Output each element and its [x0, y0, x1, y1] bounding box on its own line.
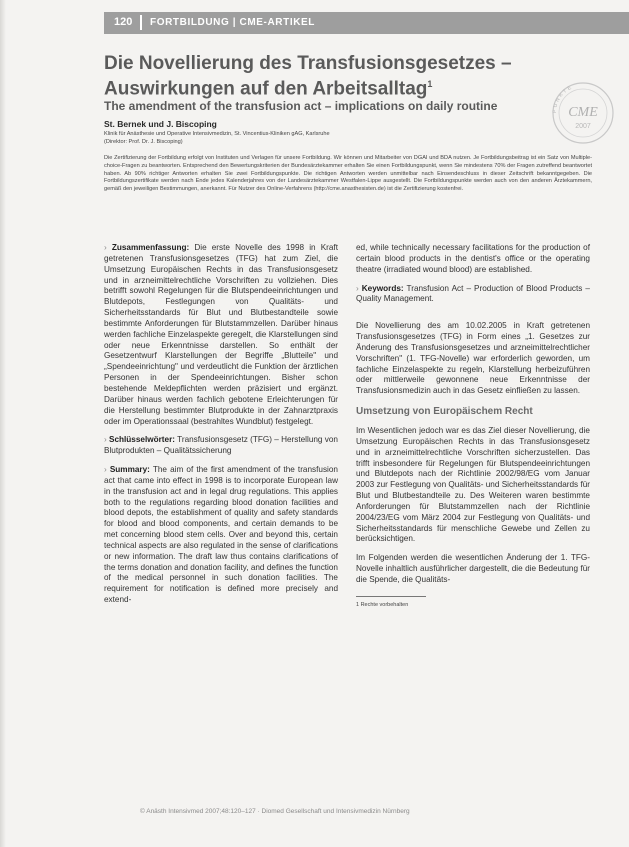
page-number: 120 [114, 16, 133, 28]
authors: St. Bernek und J. Biscoping [104, 119, 217, 129]
arrow-icon: › [356, 283, 362, 293]
affiliation [104, 131, 574, 146]
abstract-english [104, 465, 338, 606]
keywords-english-label: Keywords: [361, 283, 404, 293]
body-paragraph: Im Wesentlichen jedoch war es das Ziel dieser Novellierung, die Umsetzung Europäischen Rechts in das Transfusionsgesetz und in arzneimittelrechtliche Vorschriften sicherzustellen. Das trifft insbesondere für Regelungen für Blutspendeeinrichtungen und Blutdepots nach der Richtlinie 2002/98/EG vom Januar 2003 zur Festlegung von Qualitäts- und Sicherheitsstandards für Blut und Blutbestandteile zu. Des Weiteren waren bestimmte Anforderungen für Blutstammzellen nach der Richtlinie 2004/23/EG vom März 2004 zur Festlegung von Qualitäts- und Sicherheitsstandards für menschliche Gewebe und Zellen zu berücksichtigen. [356, 425, 590, 544]
right-column [356, 243, 590, 833]
cme-intro-text: Die Zertifizierung der Fortbildung erfolgt von Instituten und Verlagen für unsere Fortbildung. Wir können und Mitarbeiter von DGAI und BDA nutzen. Je Fortbildungsbeitrag ist ein Satz von Multiple-choice-Fragen zu beantworten. Entsprechend den Bewertungskriterien der Bundesärztekammer erhalten Sie einen Fortbildungspunkt, wenn Sie mindestens 70% der Fragen zutreffend beantwortet haben. Ab 90% richtiger Antworten erhalten Sie zwei Fortbildungspunkte. Die richtigen Antworten werden unmittelbar nach Einsendeschluss in dieser Zeitschrift bekanntgegeben. Die Fortbildungszertifikate werden nach Ende jedes Kalenderjahres von der Landesärztekammer Westfalen-Lippe ausgestellt. Die Fortbildungspunkte werden auch von den anderen Ärztekammern, gemäß den jeweiligen Bestimmungen, anerkannt. Für Nutzer des Online-Verfahrens (http://cme.anasthesisten.de) ist die Zertifizierung kostenfrei. [104, 155, 592, 193]
abstract-english-text: The aim of the first amendment of the transfusion act that came into effect in 1998 is to incorporate European law in the transfusion act and in legal drug regulations. This applies both to the regulations regarding blood donation facilities and blood depots, the establishment of quality and safety standards for blood and blood components, and certain demands to be met concerning blood stem cells. Over and beyond this, certain technical aspects are also regulated in the sense of clarifications or new information. The draft law thus contains clarifications of the terms donation and donation facility, and defines the function of the medical personnel in such donation facilities. The requirement for notification is defined more precisely and extend- [104, 465, 338, 605]
arrow-icon: › [104, 465, 110, 475]
keywords-german-label: Schlüsselwörter: [109, 435, 175, 445]
abstract-english-continued: ed, while technically necessary facilitations for the production of certain blood products in the dentist's office or the operating theatre (irradiated wound blood) are established. [356, 243, 590, 274]
keywords-english [356, 284, 590, 306]
article-title-text: Die Novellierung des Transfusionsgesetzes – Auswirkungen auf den Arbeitsalltag [104, 53, 512, 100]
keywords-german [104, 435, 338, 457]
body-paragraph: Im Folgenden werden die wesentlichen Änderung der 1. TFG-Novelle inhaltlich ausführlicher dargestellt, die die Bedeutung für die Spende, die Qualitäts- [356, 553, 590, 584]
keywords-german-text: Transfusionsgesetz (TFG) – Herstellung von Blutprodukten – Qualitätssicherung [104, 435, 338, 456]
abstract-english-label: Summary: [109, 465, 150, 475]
running-header [104, 12, 629, 34]
footnote-divider [356, 596, 426, 597]
left-column [104, 243, 338, 833]
article-subtitle: The amendment of the transfusion act – implications on daily routine [104, 99, 498, 113]
badge-year: 2007 [575, 123, 591, 130]
keywords-english-text: Transfusion Act – Production of Blood Products – Quality Management. [356, 283, 590, 304]
arrow-icon: › [104, 243, 112, 252]
arrow-icon: › [104, 435, 110, 445]
badge-text: CME [568, 105, 598, 120]
page-footer: © Anästh Intensivmed 2007;48:120–127 · Diomed Gesellschaft und Intensivmedizin Nürnberg [140, 808, 410, 815]
page-edge [0, 0, 6, 847]
abstract-german [104, 243, 338, 427]
badge-ring-text: PUNKTE [551, 84, 575, 114]
footnote: 1 Rechte vorbehalten [356, 601, 409, 608]
article-title [104, 54, 559, 99]
abstract-german-text: Die erste Novelle des 1998 in Kraft getretenen Transfusionsgesetzes (TFG) hat zum Ziel, die Umsetzung Europäischen Rechts in das Transfusionsgesetz und in arzneimittelrechtliche Vorschriften zu vollziehen. Dies betrifft sowohl Regelungen für die Blutspendeeinrichtungen und Blutdepots, Festlegungen von Qualitäts- und Sicherheitsstandards für Blut und Blutbestandteile sowie bestimmte Anforderungen für Blutstammzellen. Darüber hinaus werden fachliche Einzelaspekte geregelt, die Klarstellungen sind oder neue Erkenntnisse darstellen. So enthält der Gesetzentwurf Klarstellungen der Begriffe „Blutteile" und „Spendeeinrichtung" und verdeutlicht die Funktion der ärztlichen Personen in der Spendeeinrichtungen. Bisher schon bestehende Meldepflichten werden präzisiert und ergänzt. Darüber hinaus werden fachlich gebotene Erleichterungen für die Herstellung bestimmter Blutprodukte in der Zahnarztpraxis oder im Operationssaal (bestrahltes Wundblut) festgelegt. [104, 243, 338, 426]
body-paragraph: Die Novellierung des am 10.02.2005 in Kraft getretenen Transfusionsgesetzes (TFG) in Form eines „1. Gesetzes zur Änderung des Transfusionsgesetzes und arzneimittelrechtlicher Vorschriften" (1. TFG-Novelle) war erforderlich geworden, um fachliche Einzelaspekte zu regeln, Klarstellung herbeizuführen oder mittlerweile gewonnene neue Erkenntnisse der Transfusionsmedizin auch in das Gesetz einfließen zu lassen. [356, 321, 590, 396]
affiliation-line: (Direktor: Prof. Dr. J. Biscoping) [104, 138, 183, 145]
affiliation-line: Klinik für Anästhesie und Operative Intensivmedizin, St. Vincentius-Kliniken gAG, Karlsruhe [104, 131, 330, 137]
header-separator [140, 15, 142, 30]
section-heading: Umsetzung von Europäischem Recht [356, 406, 533, 418]
title-footnote-mark: 1 [427, 79, 433, 89]
section-label: FORTBILDUNG | CME-ARTIKEL [150, 17, 316, 28]
abstract-german-label: Zusammenfassung: [111, 243, 190, 252]
